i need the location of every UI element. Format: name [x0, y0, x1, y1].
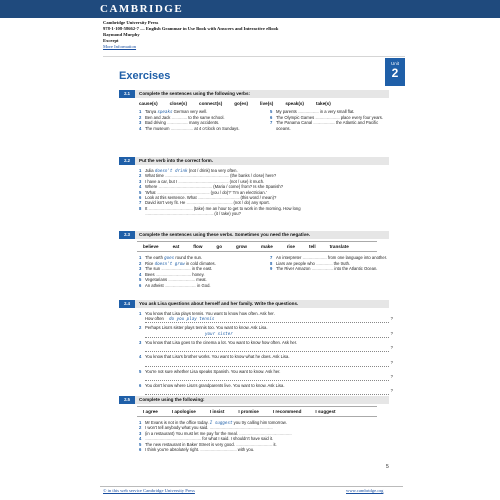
- word: I recommend: [272, 409, 302, 414]
- word: make: [261, 244, 273, 249]
- list-item: 6 You don't know where Lisa's grandparents live. You want to know. Ask Lisa.: [139, 383, 285, 389]
- unit-label: Unit: [390, 61, 399, 66]
- exercise-instruction: Complete using the following:: [139, 397, 205, 402]
- exercise-2-1: [119, 90, 389, 131]
- list-item: 6 The Olympic Games ............................ place every four years.: [270, 114, 384, 120]
- list-item: 1 You know that Lisa plays tennis. You want to know how often. Ask her.: [139, 311, 275, 316]
- publisher: Cambridge University Press: [103, 20, 159, 25]
- word: go(es): [234, 101, 249, 106]
- list-item: 6 An atheist .................................... in God.: [139, 282, 211, 288]
- unit-badge: [385, 58, 405, 86]
- list-item: 5 The new restaurant in Baker Street is very good. .......................................... it.: [139, 441, 277, 447]
- list-item: 4 Bees ......................................... honey.: [139, 271, 205, 277]
- list-item: 8 It ................................................... (take) me an hour to get to work in the morning. How long: [139, 205, 301, 211]
- exercise-instruction: Complete the sentences using these verbs. Sometimes you need the negative.: [139, 232, 311, 237]
- word: believe: [143, 244, 159, 249]
- list-item: 3 The sun .................................. in the east.: [139, 266, 213, 272]
- list-item: 4 You know that Lisa's brother works. You want to know what he does. Ask Lisa.: [139, 354, 290, 360]
- list-item: 3 I have a car, but I .......................................................... (not / use) it much.: [139, 178, 265, 184]
- right-column: [270, 255, 389, 289]
- word: close(s): [169, 101, 188, 106]
- exercise-2-5: [119, 396, 389, 452]
- isbn-title: 978-1-108-58662-7 — English Grammar in Use Book with Answers and Interactive eBook: [103, 26, 279, 31]
- exercise-header: [119, 300, 389, 308]
- word: live(s): [260, 101, 274, 106]
- answer-line[interactable]: your sister ?: [145, 332, 389, 338]
- list-item: 1 The earth goes round the sun.: [139, 255, 203, 260]
- answer-line[interactable]: ?: [145, 361, 389, 367]
- word: connect(s): [199, 101, 223, 106]
- word: take(s): [315, 101, 331, 106]
- list-item: 7 David isn't very fit. He ..................................................... (not / do) any sport.: [139, 200, 270, 206]
- exercise-number: 2.4: [119, 300, 135, 308]
- exercise-number: 2.3: [119, 231, 135, 239]
- right-column: [270, 109, 389, 131]
- cambridge-header-bar: [0, 0, 500, 18]
- answer-line[interactable]: ?: [145, 389, 389, 395]
- word: cause(s): [139, 101, 158, 106]
- exercise-list: [119, 311, 393, 395]
- exercise-instruction: Put the verb into the correct form.: [139, 158, 214, 163]
- word-list: [119, 98, 389, 106]
- list-item: 1 Mr Evans is not in the office today. I suggest you try calling him tomorrow.: [139, 420, 287, 425]
- word: flow: [193, 244, 203, 249]
- left-column: [139, 109, 258, 131]
- word: eat: [172, 244, 180, 249]
- list-item: 6 Look at this sentence. What ................................................ (this word / mean)?: [139, 195, 277, 201]
- page-title: Exercises: [119, 70, 171, 82]
- list-item: 4 The museum .......................... at 4 o'clock on Sundays.: [139, 125, 240, 131]
- exercise-2-4: [119, 300, 393, 397]
- list-item: 8 Liars are people who ................... the truth.: [270, 260, 351, 266]
- list-item: 4 ................................................................. for what I said. I shouldn't have said it.: [139, 436, 274, 442]
- word-box: [137, 406, 377, 417]
- list-item: 3 Bad driving ........................ many accidents.: [139, 120, 220, 126]
- list-item: ............................................................................... (it / take) you?: [145, 211, 241, 217]
- book-metadata: [103, 20, 403, 50]
- list-item: 5 My parents ........................ in a very small flat.: [270, 109, 355, 114]
- exercise-instruction: You ask Lisa questions about herself and her family. Write the questions.: [139, 301, 299, 306]
- answer-line[interactable]: ?: [145, 375, 389, 381]
- list-item: 6 I think you're absolutely right. .......................................... with you.: [139, 447, 255, 453]
- word: I insist: [209, 409, 225, 414]
- word: I apologise: [171, 409, 196, 414]
- list-item: 5 You're not sure whether Lisa speaks Spanish. You want to know. Ask her.: [139, 368, 281, 374]
- exercise-header: [119, 396, 389, 404]
- left-column: [139, 255, 258, 289]
- cambridge-logo: CAMBRIDGE: [100, 3, 184, 15]
- list-item: 2 Perhaps Lisa's sister plays tennis too. You want to know. Ask Lisa.: [139, 325, 268, 331]
- list-item: 1 Tanya speaks German very well.: [139, 109, 208, 114]
- exercise-header: [119, 90, 389, 98]
- word: I suggest: [315, 409, 336, 414]
- word: I agree: [143, 409, 158, 414]
- word: rise: [286, 244, 295, 249]
- word: go: [216, 244, 223, 249]
- list-item: 2 Rice doesn't grow in cold climates.: [139, 260, 216, 266]
- list-item: 7 An interpreter ............................ from one language into another.: [270, 255, 388, 260]
- word: tell: [308, 244, 316, 249]
- page-number: 5: [386, 464, 389, 470]
- list-item: 2 Ben and Jack .................. to the same school.: [139, 114, 225, 120]
- exercise-2-2: [119, 157, 389, 217]
- word: speak(s): [285, 101, 304, 106]
- exercise-header: [119, 231, 389, 239]
- header-divider: [103, 56, 405, 57]
- word-box: [137, 241, 377, 252]
- word: grow: [236, 244, 248, 249]
- exercise-columns: [119, 255, 389, 289]
- exercise-list: [119, 168, 389, 217]
- answer-line[interactable]: ?: [145, 346, 389, 352]
- exercise-2-3: [119, 231, 389, 289]
- list-item: 7 The Panama Canal ......................... the Atlantic and Pacific oceans.: [270, 120, 379, 131]
- list-item: 3 (in a restaurant) You must let me pay for the meal. .............................................................: [139, 430, 292, 436]
- book-page: [103, 58, 405, 486]
- list-item: 5 Vegetarians ............................... meat.: [139, 277, 207, 283]
- more-information-link[interactable]: More Information: [103, 44, 137, 49]
- answer-line[interactable]: How often do you play tennis ?: [145, 316, 393, 322]
- list-item: 2 I won't tell anybody what you said. .........................................................................: [139, 425, 273, 431]
- exercise-number: 2.2: [119, 157, 135, 165]
- exercise-columns: [119, 109, 389, 131]
- author: Raymond Murphy: [103, 32, 140, 37]
- exercise-number: 2.5: [119, 396, 135, 404]
- copyright-link[interactable]: © in this web service Cambridge University Press: [103, 488, 195, 493]
- exercise-header: [119, 157, 389, 165]
- list-item: 1 Julia doesn't drink (not / drink) tea very often.: [139, 168, 238, 173]
- list-item: 2 What time .......................................................................... (the banks / close) here?: [139, 173, 277, 179]
- word: I promise: [238, 409, 259, 414]
- exercise-number: 2.1: [119, 90, 135, 98]
- unit-number: 2: [391, 66, 399, 80]
- list-item: 3 You know that Lisa goes to the cinema a lot. You want to know how often. Ask her.: [139, 339, 298, 345]
- footer-divider: [100, 486, 403, 487]
- exercise-instruction: Complete the sentences using the following verbs:: [139, 91, 251, 96]
- list-item: 5 'What ............................................................. (you / do)?' 'I'm an electrician.': [139, 189, 267, 195]
- list-item: 4 Where .............................................................. (Maria / come) from? Is she Spanish?: [139, 184, 284, 190]
- list-item: 9 The River Amazon ......................... into the Atlantic Ocean.: [270, 266, 378, 272]
- exercise-list: [119, 420, 389, 452]
- excerpt-label: Excerpt: [103, 38, 119, 43]
- word: translate: [329, 244, 349, 249]
- cambridge-website-link[interactable]: www.cambridge.org: [346, 488, 384, 493]
